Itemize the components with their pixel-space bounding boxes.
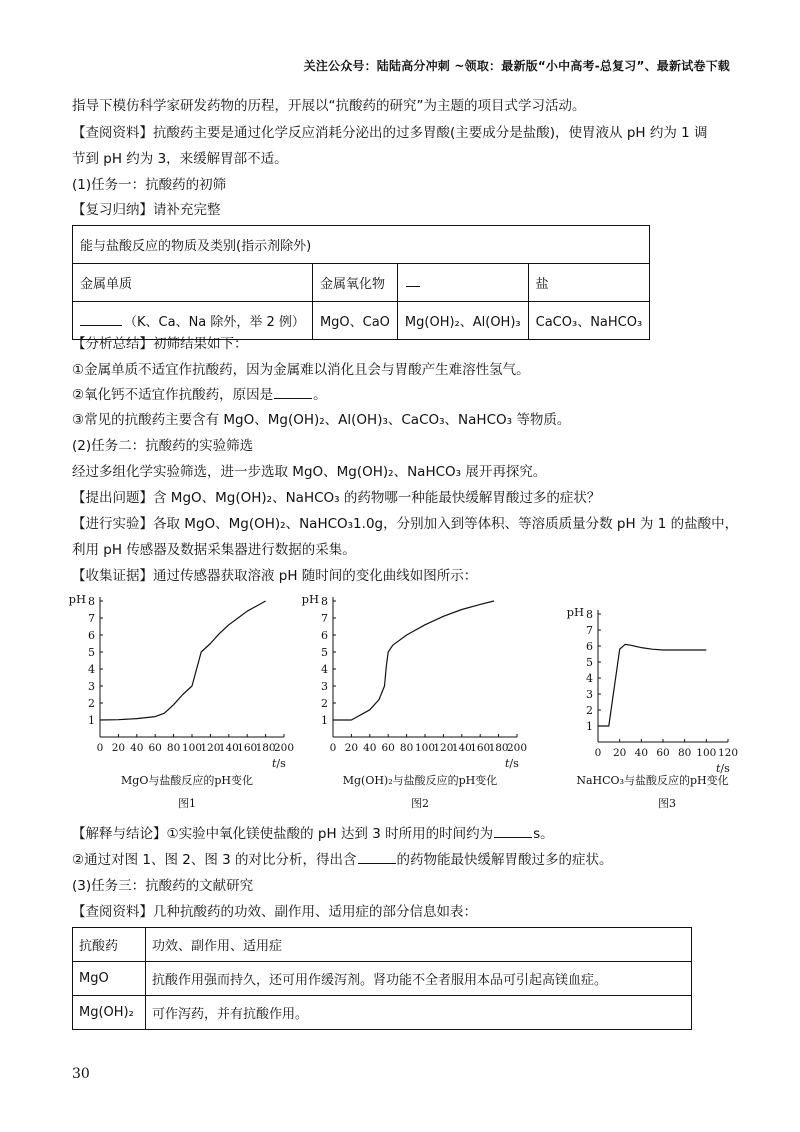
table2-row2-drug: Mg(OH)₂ — [73, 996, 146, 1030]
x-tick-label: 20 — [344, 742, 359, 754]
chart2-caption: Mg(OH)₂与盐酸反应的pH变化 — [342, 774, 498, 787]
x-axis-label: t/s — [272, 757, 286, 770]
x-tick-label: 160 — [237, 742, 258, 754]
y-tick-label: 3 — [586, 688, 593, 701]
x-tick-label: 140 — [451, 742, 472, 754]
x-tick-label: 80 — [399, 742, 414, 754]
review-heading: 【复习归纳】请补充完整 — [72, 202, 221, 218]
analysis-point-3: ③常见的抗酸药主要含有 MgO、Mg(OH)₂、Al(OH)₃、CaCO₃、NaHCO₃ 等物质。 — [72, 412, 571, 428]
x-tick-label: 60 — [148, 742, 162, 754]
figure2-label: 图2 — [411, 797, 429, 810]
literature-heading: 【查阅资料】几种抗酸药的功效、副作用、适用症的部分信息如表： — [72, 904, 477, 920]
x-tick-label: 20 — [612, 747, 627, 759]
x-tick-label: 40 — [130, 742, 144, 754]
analysis-point-2-end: 。 — [313, 387, 327, 403]
page-number: 30 — [72, 1066, 90, 1082]
figure1-label: 图1 — [178, 797, 196, 810]
table1-cell-base: Mg(OH)₂、Al(OH)₃ — [397, 302, 528, 340]
conclusion-point-1 — [72, 824, 554, 844]
x-tick-label: 60 — [381, 742, 395, 754]
info-line-cont: 节到 pH 约为 3，来缓解胃部不适。 — [72, 151, 288, 167]
x-tick-label: 100 — [181, 742, 203, 754]
figure3-label: 图3 — [658, 797, 676, 810]
table1-metal-note: （K、Ca、Na 除外，举 2 例） — [124, 315, 305, 330]
y-tick-label: 5 — [321, 646, 328, 659]
conclusion-point-2-end: 的药物能最快缓解胃酸过多的症状。 — [396, 852, 613, 868]
x-tick-label: 0 — [96, 742, 104, 754]
analysis-point-1: ①金属单质不适宜作抗酸药，因为金属难以消化且会与胃酸产生难溶性氢气。 — [72, 362, 530, 378]
y-tick-label: 1 — [321, 714, 328, 727]
table1-header-blank[interactable] — [397, 264, 528, 302]
x-tick-label: 80 — [166, 742, 181, 754]
conclusion-point-2 — [72, 850, 613, 870]
ph-curve — [100, 601, 266, 720]
x-tick-label: 100 — [696, 747, 717, 759]
table2-row1-drug: MgO — [73, 962, 146, 996]
y-axis-label: pH — [68, 592, 86, 606]
x-tick-label: 60 — [656, 747, 670, 759]
chart-mgo-ph — [68, 592, 295, 772]
reaction-class-table — [72, 225, 650, 340]
y-tick-label: 8 — [586, 608, 593, 621]
analysis-point-2 — [72, 385, 327, 405]
task3-heading: (3)任务三：抗酸药的文献研究 — [72, 878, 254, 894]
y-tick-label: 2 — [586, 704, 593, 717]
x-tick-label: 80 — [677, 747, 692, 759]
x-tick-label: 120 — [717, 747, 739, 759]
y-tick-label: 8 — [321, 595, 328, 608]
x-tick-label: 40 — [363, 742, 377, 754]
x-tick-label: 0 — [329, 742, 337, 754]
y-tick-label: 5 — [88, 646, 95, 659]
answer-blank-drug[interactable] — [358, 851, 396, 864]
selection-line: 经过多组化学实验筛选，进一步选取 MgO、Mg(OH)₂、NaHCO₃ 展开再探究。 — [72, 464, 547, 480]
answer-blank-cao[interactable] — [274, 386, 312, 399]
table2-row1-info: 抗酸作用强而持久，还可用作缓泻剂。肾功能不全者服用本品可引起高镁血症。 — [146, 962, 692, 996]
y-tick-label: 2 — [88, 697, 95, 710]
analysis-point-2-text: ②氧化钙不适宜作抗酸药，原因是 — [72, 387, 274, 403]
y-axis-label: pH — [301, 592, 319, 606]
question-line: 【提出问题】含 MgO、Mg(OH)₂、NaHCO₃ 的药物哪一种能最快缓解胃酸过多的症状？ — [72, 490, 601, 506]
conclusion-point-2-text: ②通过对图 1、图 2、图 3 的对比分析，得出含 — [72, 852, 357, 868]
ph-curve — [598, 644, 706, 726]
x-tick-label: 180 — [488, 742, 509, 754]
ph-curve — [333, 601, 494, 720]
info-line: 【查阅资料】抗酸药主要是通过化学反应消耗分泌出的过多胃酸(主要成分是盐酸)，使胃液从 pH 约为 1 调 — [72, 125, 708, 141]
y-tick-label: 7 — [88, 612, 95, 625]
x-tick-label: 20 — [111, 742, 126, 754]
experiment-line: 【进行实验】各取 MgO、Mg(OH)₂、NaHCO₃1.0g，分别加入到等体积、等溶质质量分数 pH 为 1 的盐酸中， — [72, 516, 739, 532]
x-tick-label: 140 — [218, 742, 239, 754]
table2-row2-info: 可作泻药，并有抗酸作用。 — [146, 996, 692, 1030]
y-tick-label: 7 — [586, 624, 593, 637]
conclusion-point-1-text: 【解释与结论】①实验中氧化镁使盐酸的 pH 达到 3 时所用的时间约为 — [72, 826, 494, 842]
y-tick-label: 4 — [88, 663, 95, 676]
y-tick-label: 2 — [321, 697, 328, 710]
answer-blank-time[interactable] — [494, 825, 532, 838]
conclusion-point-1-unit: s。 — [533, 826, 554, 842]
x-tick-label: 100 — [414, 742, 436, 754]
table1-header-salt: 盐 — [528, 264, 650, 302]
y-tick-label: 4 — [321, 663, 328, 676]
x-tick-label: 200 — [273, 742, 295, 754]
task2-heading: (2)任务二：抗酸药的实验筛选 — [72, 438, 254, 454]
x-axis-label: t/s — [505, 757, 519, 770]
x-tick-label: 120 — [433, 742, 454, 754]
y-tick-label: 3 — [321, 680, 328, 693]
antacid-info-table — [72, 927, 692, 1030]
chart3-caption: NaHCO₃与盐酸反应的pH变化 — [576, 774, 729, 787]
table2-header-info: 功效、副作用、适用症 — [146, 928, 692, 962]
x-tick-label: 0 — [594, 747, 602, 759]
y-tick-label: 3 — [88, 680, 95, 693]
y-tick-label: 4 — [586, 672, 593, 685]
x-tick-label: 40 — [634, 747, 649, 759]
table1-cell-oxide: MgO、CaO — [312, 302, 397, 340]
x-tick-label: 200 — [506, 742, 528, 754]
y-tick-label: 1 — [88, 714, 95, 727]
table1-header-metal: 金属单质 — [73, 264, 313, 302]
y-tick-label: 7 — [321, 612, 328, 625]
y-tick-label: 5 — [586, 656, 593, 669]
chart1-caption: MgO与盐酸反应的pH变化 — [121, 774, 253, 787]
x-tick-label: 160 — [470, 742, 491, 754]
evidence-heading: 【收集证据】通过传感器获取溶液 pH 随时间的变化曲线如图所示： — [72, 568, 478, 584]
chart-mgoh2-ph — [301, 592, 528, 772]
y-tick-label: 8 — [88, 595, 95, 608]
table1-header-oxide: 金属氧化物 — [312, 264, 397, 302]
intro-line: 指导下模仿科学家研发药物的历程，开展以“抗酸药的研究”为主题的项目式学习活动。 — [72, 98, 586, 114]
task1-heading: (1)任务一：抗酸药的初筛 — [72, 177, 227, 193]
chart-nahco3-ph — [566, 592, 752, 775]
experiment-line-cont: 利用 pH 传感器及数据采集器进行数据的采集。 — [72, 542, 356, 558]
y-axis-label: pH — [566, 605, 584, 619]
y-tick-label: 6 — [88, 629, 95, 642]
page-header: 关注公众号：陆陆高分冲刺 ~领取：最新版“小中高考-总复习”、最新试卷下载 — [303, 59, 730, 73]
y-tick-label: 6 — [586, 640, 593, 653]
x-axis-label: t/s — [716, 762, 730, 775]
x-tick-label: 180 — [255, 742, 276, 754]
table1-title: 能与盐酸反应的物质及类别(指示剂除外) — [73, 226, 650, 264]
x-tick-label: 120 — [200, 742, 221, 754]
table2-header-drug: 抗酸药 — [73, 928, 146, 962]
y-tick-label: 1 — [586, 720, 593, 733]
table1-cell-salt: CaCO₃、NaHCO₃ — [528, 302, 650, 340]
analysis-heading: 【分析总结】初筛结果如下： — [72, 336, 248, 352]
y-tick-label: 6 — [321, 629, 328, 642]
